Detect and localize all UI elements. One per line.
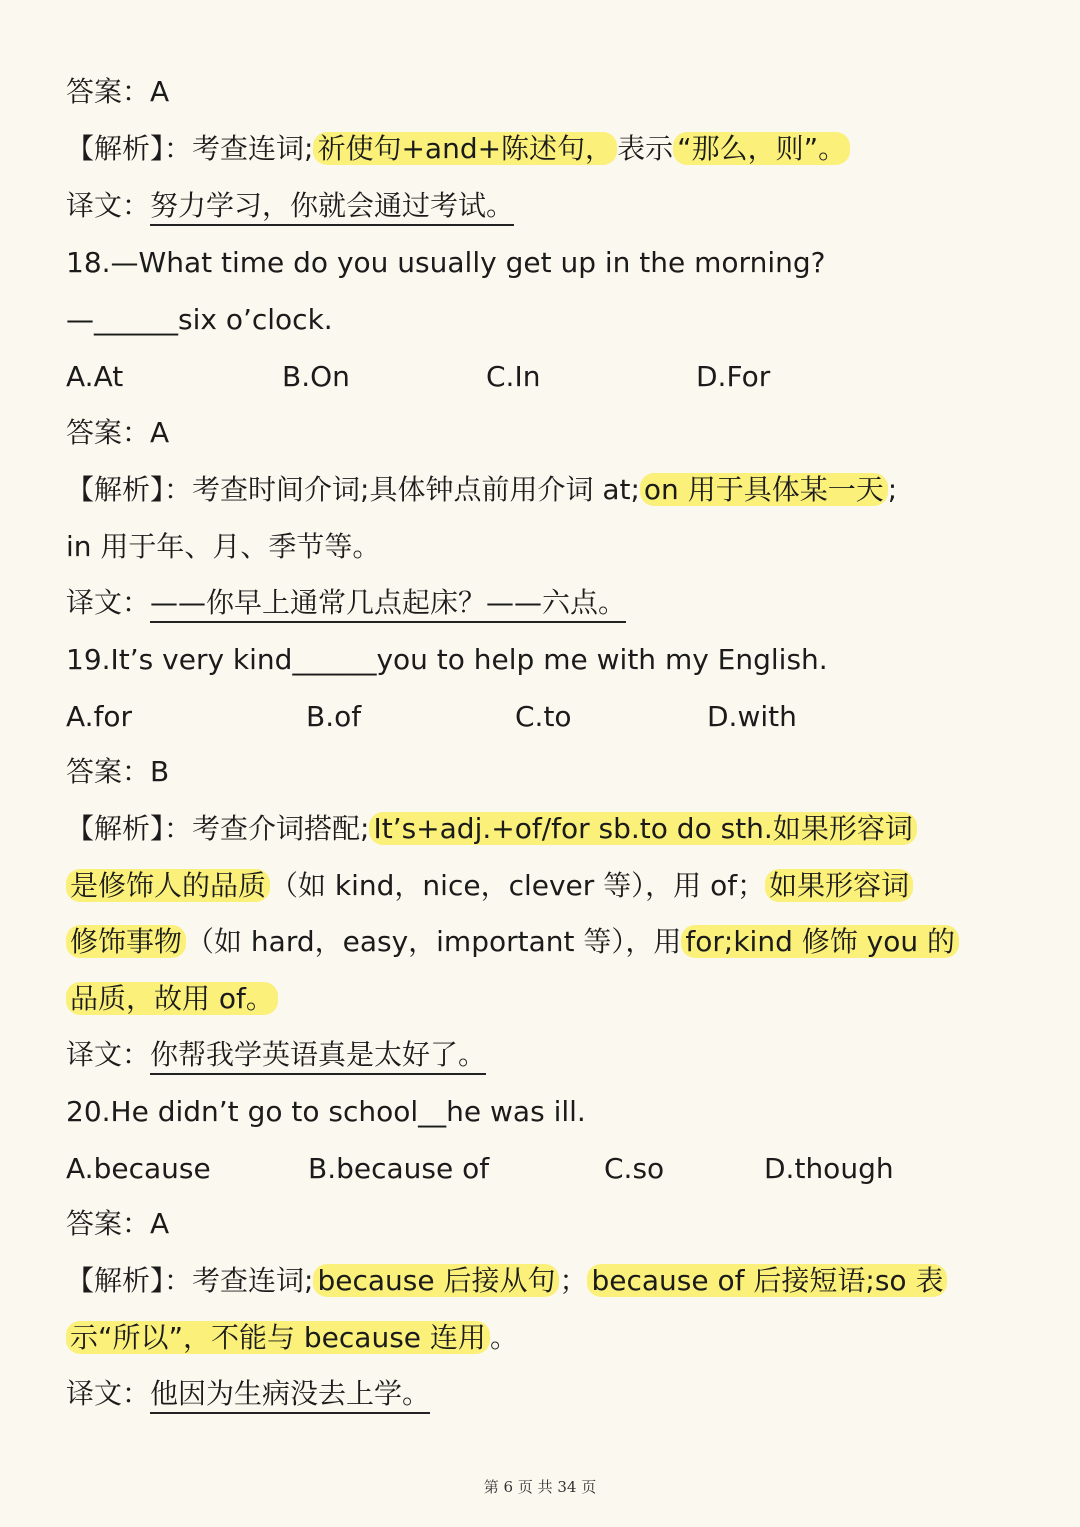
q20-question: 20.He didn’t go to school__he was ill.	[66, 1095, 586, 1128]
q20-options	[66, 1141, 1026, 1197]
highlight: for;kind 修饰 you 的	[681, 925, 959, 958]
translation-text: 他因为生病没去上学。	[150, 1377, 430, 1414]
option-c: C.In	[486, 360, 541, 393]
q19-analysis: 【解析】：考查介词搭配; It’s+adj.+of/for sb.to do sth.如果形容词	[66, 801, 917, 857]
q19-analysis-line3: 修饰事物 （如 hard，easy，important 等），用 for;kind 修饰 you 的	[66, 914, 959, 970]
q19-question: 19.It’s very kind______you to help me with my English.	[66, 643, 828, 676]
option-b: B.of	[306, 700, 362, 733]
q18-translation: 译文：——你早上通常几点起床？——六点。	[66, 575, 626, 631]
highlight: “那么，则”。	[673, 132, 850, 165]
highlight: 示“所以”，不能与 because 连用	[66, 1321, 490, 1354]
option-d: D.though	[764, 1152, 894, 1185]
q17-analysis: 【解析】：考查连词; 祈使句+and+陈述句， 表示 “那么，则”。	[66, 121, 850, 177]
highlight: 如果形容词	[765, 869, 913, 902]
q19-translation: 译文：你帮我学英语真是太好了。	[66, 1027, 486, 1083]
q20-answer: 答案：A	[66, 1207, 170, 1240]
q19-analysis-line4	[66, 971, 278, 1027]
q18-answer: 答案：A	[66, 416, 170, 449]
option-b: B.On	[282, 360, 350, 393]
option-a: A.At	[66, 360, 124, 393]
option-a: A.because	[66, 1152, 211, 1185]
option-c: C.so	[604, 1152, 665, 1185]
option-c: C.to	[515, 700, 572, 733]
translation-text: 努力学习，你就会通过考试。	[150, 189, 514, 226]
translation-text: ——你早上通常几点起床？——六点。	[150, 586, 626, 623]
q18-options	[66, 349, 1026, 405]
highlight: 修饰事物	[66, 925, 186, 958]
highlight: 祈使句+and+陈述句，	[313, 132, 617, 165]
highlight: because 后接从句	[313, 1264, 559, 1297]
q18-analysis-line2: in 用于年、月、季节等。	[66, 530, 381, 563]
q17-answer: 答案：A	[66, 75, 170, 108]
q19-answer: 答案：B	[66, 755, 170, 788]
q20-analysis: 【解析】：考查连词; because 后接从句 ； because of 后接短语;so 表	[66, 1253, 947, 1309]
page-footer: 第 6 页 共 34 页	[483, 1478, 597, 1496]
option-d: D.with	[707, 700, 797, 733]
highlight: 品质，故用 of。	[66, 982, 278, 1015]
q20-translation: 译文：他因为生病没去上学。	[66, 1366, 430, 1422]
q19-options	[66, 689, 1026, 745]
translation-text: 你帮我学英语真是太好了。	[150, 1038, 486, 1075]
q18-analysis: 【解析】：考查时间介词;具体钟点前用介词 at; on 用于具体某一天 ;	[66, 473, 898, 506]
option-a: A.for	[66, 700, 133, 733]
option-b: B.because of	[308, 1152, 490, 1185]
q17-translation: 译文：努力学习，你就会通过考试。	[66, 178, 514, 234]
q18-question: 18.—What time do you usually get up in the morning?	[66, 246, 826, 279]
highlight: 是修饰人的品质	[66, 869, 270, 902]
q20-analysis-line2: 示“所以”，不能与 because 连用 。	[66, 1310, 518, 1366]
highlight: on 用于具体某一天	[640, 473, 888, 506]
highlight: It’s+adj.+of/for sb.to do sth.如果形容词	[369, 812, 916, 845]
q19-analysis-line2: 是修饰人的品质 （如 kind，nice，clever 等），用 of； 如果形容词	[66, 858, 913, 914]
q18-response: —______six o’clock.	[66, 303, 333, 336]
highlight: because of 后接短语;so 表	[587, 1264, 947, 1297]
option-d: D.For	[696, 360, 771, 393]
